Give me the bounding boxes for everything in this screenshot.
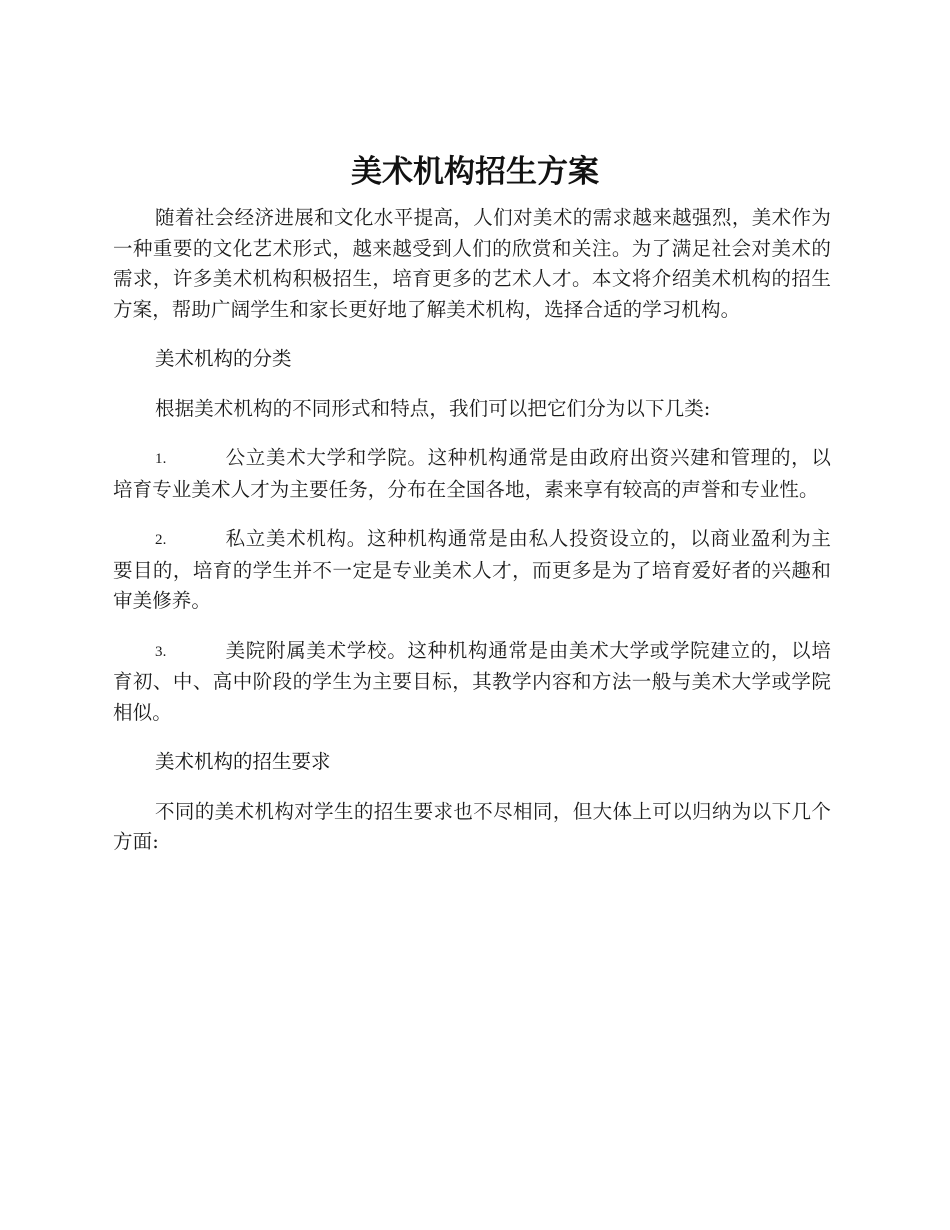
section-heading-requirements: 美术机构的招生要求 (155, 750, 331, 773)
list-item (113, 636, 831, 729)
list-item (113, 524, 831, 617)
section-heading-classification: 美术机构的分类 (155, 347, 292, 370)
list-item-text: 公立美术大学和学院。这种机构通常是由政府出资兴建和管理的，以培育专业美术人才为主要任务，分布在全国各地，素来享有较高的声誉和专业性。 (113, 446, 831, 501)
list-item (113, 443, 831, 505)
document-body (113, 203, 831, 877)
list-item-text: 私立美术机构。这种机构通常是由私人投资设立的，以商业盈利为主要目的，培育的学生并不一定是专业美术人才，而更多是为了培育爱好者的兴趣和审美修养。 (113, 527, 831, 612)
section2-lead-paragraph: 不同的美术机构对学生的招生要求也不尽相同，但大体上可以归纳为以下几个方面: (113, 799, 831, 853)
intro-paragraph: 随着社会经济进展和文化水平提高，人们对美术的需求越来越强烈，美术作为一种重要的文化艺术形式，越来越受到人们的欣赏和关注。为了满足社会对美术的需求，许多美术机构积极招生，培育更多的艺术人才。本文将介绍美术机构的招生方案，帮助广阔学生和家长更好地了解美术机构，选择合适的学习机构。 (113, 206, 831, 321)
document-title: 美术机构招生方案 (351, 154, 599, 190)
section1-lead-paragraph: 根据美术机构的不同形式和特点，我们可以把它们分为以下几类: (155, 396, 711, 420)
list-item-number: 2. (155, 532, 167, 548)
list-item-text: 美院附属美术学校。这种机构通常是由美术大学或学院建立的，以培育初、中、高中阶段的学生为主要目标，其教学内容和方法一般与美术大学或学院相似。 (113, 638, 831, 724)
list-item-number: 1. (155, 451, 167, 467)
list-item-number: 3. (155, 643, 167, 660)
